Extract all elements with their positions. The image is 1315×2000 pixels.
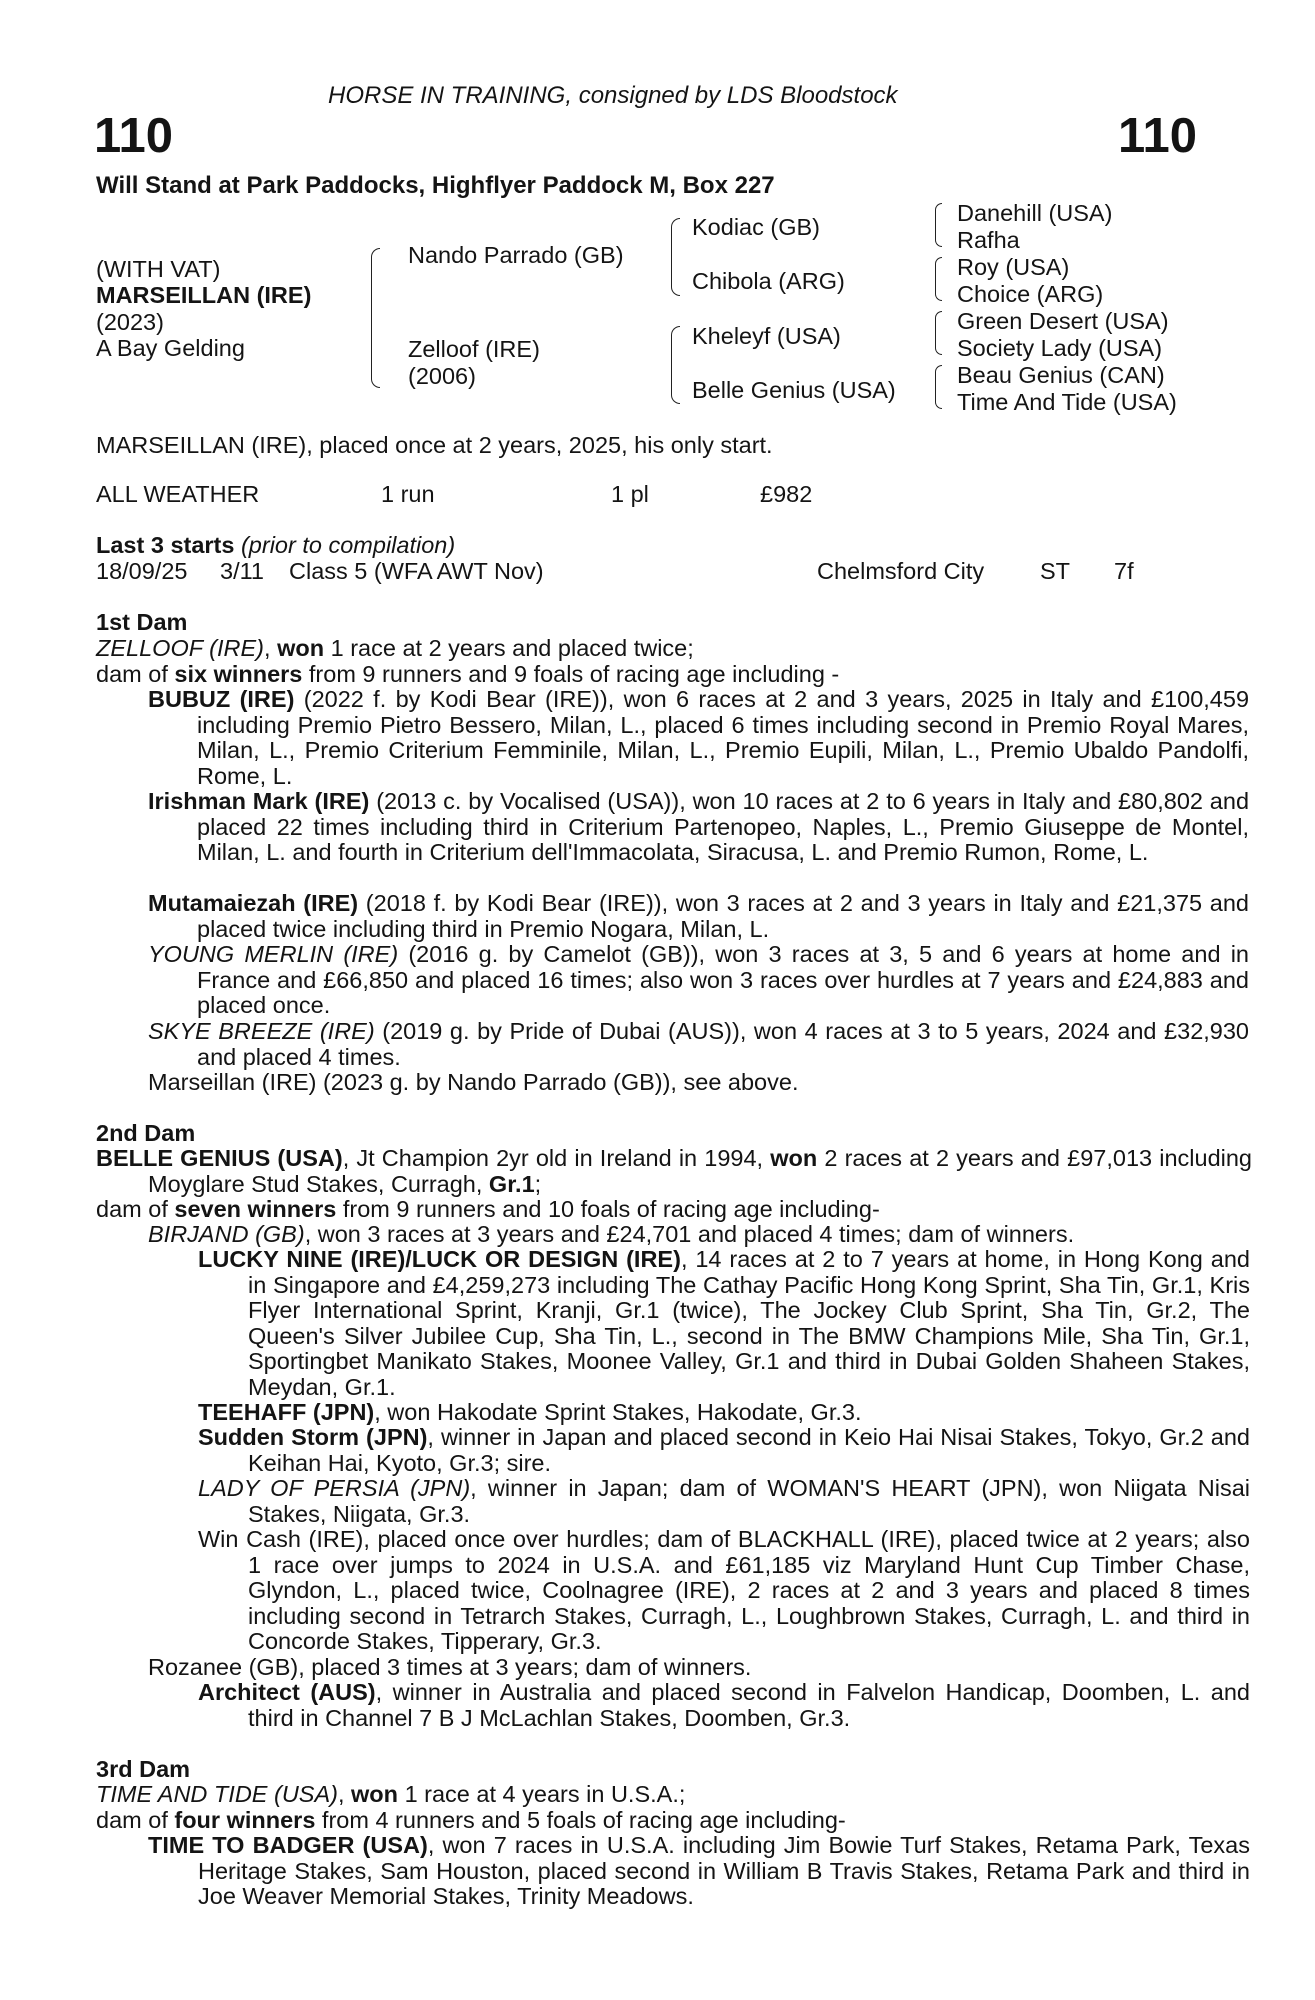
pedigree-bracket-sire	[671, 218, 680, 296]
pedigree-bracket-dam	[671, 326, 680, 404]
produce-entry	[198, 1527, 1250, 1655]
record-placings: 1 pl	[611, 481, 649, 507]
first-dam-name: ZELLOOF (IRE)	[96, 635, 265, 661]
progeny-text: (2013 c. by Vocalised (USA)), won 10 races at 2 to 6 years in Italy and £80,802 and placed 22 times including third in Criterium Partenopeo, Naples, L., Premio Giuseppe de Montel, Milan, L. and fourth in Criterium dell'Immacolata, Siracusa, L. and Premio Rumon, Rome, L.	[197, 788, 1250, 866]
pedigree-ss-dam: Rafha	[957, 227, 1020, 253]
first-dam-record: 1 race at 2 years and placed twice;	[330, 635, 694, 661]
last-starts-heading: Last 3 starts	[96, 532, 235, 558]
dam-of-prefix: dam of	[96, 1196, 168, 1222]
progeny-entry	[148, 1019, 1249, 1070]
second-dam-winners: seven winners	[174, 1196, 337, 1222]
produce-entry	[198, 1476, 1250, 1527]
pedigree-bracket-dd	[935, 365, 942, 409]
progeny-entry	[148, 687, 1249, 789]
third-dam-record: 1 race at 4 years in U.S.A.;	[404, 1781, 686, 1807]
dam-of-prefix: dam of	[96, 1807, 168, 1833]
produce-name: Architect (AUS)	[198, 1679, 376, 1705]
produce-text: , 14 races at 2 to 7 years at home, in Hong Kong and in Singapore and £4,259,273 including The Cathay Pacific Hong Kong Sprint, Sha Tin, Gr.1, Kris Flyer International Sprint, Kranji, Gr.1 (twice), The Jockey Club Sprint, Sha Tin, Gr.2, The Queen's Silver Jubilee Cup, Sha Tin, L., second in The BMW Champions Mile, Sha Tin, Gr.1, Sportingbet Manikato Stakes, Moonee Valley, Gr.1 and third in Dubai Golden Shaheen Stakes, Meydan, Gr.1.	[248, 1246, 1250, 1400]
start-distance: 7f	[1114, 558, 1134, 584]
produce-name: Rozanee (GB)	[148, 1654, 299, 1680]
progeny-name: Marseillan (IRE)	[148, 1069, 317, 1095]
produce-entry	[148, 1655, 1200, 1681]
first-dam-heading: 1st Dam	[96, 609, 188, 635]
second-dam-line: BELLE GENIUS (USA), Jt Champion 2yr old in Ireland in 1994, won 2 races at 2 years and £97,013 including Moyglare Stud Stakes, Curragh, Gr.1;	[96, 1145, 1252, 1197]
record-runs: 1 run	[381, 481, 435, 507]
pedigree-ss-sire: Danehill (USA)	[957, 200, 1113, 226]
last-starts-note: (prior to compilation)	[240, 532, 456, 558]
third-dam-won: won	[351, 1781, 399, 1807]
third-dam-name: TIME AND TIDE (USA)	[96, 1781, 338, 1807]
pedigree-sire: Nando Parrado (GB)	[408, 242, 624, 268]
progeny-entry	[148, 891, 1249, 942]
progeny-name: Irishman Mark (IRE)	[148, 788, 370, 814]
second-dam-produce-line	[96, 1197, 880, 1222]
horse-name: MARSEILLAN (IRE)	[96, 282, 312, 308]
produce-name: BIRJAND (GB)	[148, 1221, 305, 1247]
progeny-name: Mutamaiezah (IRE)	[148, 890, 359, 916]
progeny-text: (2019 g. by Pride of Dubai (AUS)), won 4 races at 3 to 5 years, 2024 and £32,930 and placed 4 times.	[197, 1018, 1249, 1070]
progeny-text: (2023 g. by Nando Parrado (GB)), see above.	[322, 1069, 799, 1095]
first-dam-produce-suffix: from 9 runners and 9 foals of racing age including -	[308, 661, 840, 687]
second-dam-won: won	[770, 1145, 818, 1171]
race-summary: MARSEILLAN (IRE), placed once at 2 years, 2025, his only start.	[96, 432, 773, 458]
second-dam-grade: Gr.1	[488, 1170, 535, 1197]
produce-name: LUCKY NINE (IRE)/LUCK OR DESIGN (IRE)	[198, 1246, 681, 1272]
produce-text: , winner in Japan; dam of WOMAN'S HEART (JPN), won Niigata Nisai Stakes, Niigata, Gr.3.	[248, 1475, 1250, 1527]
progeny-entry	[148, 942, 1249, 1019]
progeny-entry	[148, 789, 1249, 866]
pedigree-dam: Zelloof (IRE)	[408, 336, 540, 362]
produce-name: Sudden Storm (JPN)	[198, 1424, 428, 1450]
progeny-name: BUBUZ (IRE)	[148, 686, 295, 712]
pedigree-dam-year: (2006)	[408, 363, 476, 389]
pedigree-ds-sire: Green Desert (USA)	[957, 308, 1169, 334]
horse-description: A Bay Gelding	[96, 335, 245, 361]
produce-text: , won Hakodate Sprint Stakes, Hakodate, Gr.3.	[374, 1399, 862, 1425]
start-race: Class 5 (WFA AWT Nov)	[289, 558, 544, 584]
start-going: ST	[1040, 558, 1071, 584]
pedigree-ds-dam: Society Lady (USA)	[957, 335, 1163, 361]
produce-entry	[148, 1222, 1200, 1248]
record-earnings: £982	[760, 481, 813, 507]
second-dam-record: 2 races at 2 years and £97,013 including Moyglare Stud Stakes, Curragh,	[148, 1145, 1252, 1197]
produce-text: , won 3 races at 3 years and £24,701 and placed 4 times; dam of winners.	[304, 1221, 1075, 1247]
progeny-text: (2016 g. by Camelot (GB)), won 3 races at 3, 5 and 6 years at home and in France and £66,850 and placed 16 times; also won 3 races over hurdles at 7 years and £24,883 and placed once.	[197, 941, 1249, 1019]
lot-number-left: 110	[94, 109, 174, 163]
pedigree-dam-dam: Belle Genius (USA)	[692, 377, 896, 403]
pedigree-bracket-main	[371, 248, 380, 388]
produce-text: , placed once over hurdles; dam of BLACKHALL (IRE), placed twice at 2 years; also 1 race over jumps to 2024 in U.S.A. and £61,185 viz Maryland Hunt Cup Timber Chase, Glyndon, L., placed twice, Coolnagree (IRE), 2 races at 2 and 3 years and placed 8 times including second in Tetrarch Stakes, Curragh, L., Loughbrown Stakes, Curragh, L. and third in Concorde Stakes, Tipperary, Gr.3.	[248, 1526, 1250, 1655]
first-dam-produce-line	[96, 662, 839, 687]
pedigree-sire-sire: Kodiac (GB)	[692, 214, 820, 240]
progeny-text: (2018 f. by Kodi Bear (IRE)), won 3 races at 2 and 3 years in Italy and £21,375 and placed twice including third in Premio Nogara, Milan, L.	[197, 890, 1250, 942]
produce-name: LADY OF PERSIA (JPN)	[198, 1475, 471, 1501]
produce-entry	[198, 1680, 1250, 1731]
progeny-name: SKYE BREEZE (IRE)	[148, 1018, 375, 1044]
lot-number-right: 110	[1118, 109, 1198, 163]
first-dam-winners: six winners	[174, 661, 303, 687]
second-dam-heading: 2nd Dam	[96, 1120, 196, 1146]
produce-entry	[198, 1400, 1200, 1426]
pedigree-bracket-sd	[935, 257, 942, 301]
progeny-text: , won 7 races in U.S.A. including Jim Bowie Turf Stakes, Retama Park, Texas Heritage Stakes, Sam Houston, placed second in William B Travis Stakes, Retama Park and third in Joe Weaver Memorial Stakes, Trinity Meadows.	[198, 1832, 1250, 1910]
dam-of-prefix: dam of	[96, 661, 168, 687]
progeny-entry	[148, 1070, 1200, 1096]
pedigree-sd-sire: Roy (USA)	[957, 254, 1070, 280]
pedigree-dd-dam: Time And Tide (USA)	[957, 389, 1177, 415]
record-surface: ALL WEATHER	[96, 481, 260, 507]
pedigree-bracket-ds	[935, 311, 942, 355]
pedigree-dam-sire: Kheleyf (USA)	[692, 323, 841, 349]
last-starts-heading-line	[96, 533, 455, 558]
progeny-text: (2022 f. by Kodi Bear (IRE)), won 6 races at 2 and 3 years, 2025 in Italy and £100,459 including Premio Pietro Bessero, Milan, L., placed 6 times including second in Premio Royal Mares, Milan, L., Premio Criterium Femminile, Milan, L., Premio Eupili, Milan, L., Premio Ubaldo Pandolfi, Rome, L.	[197, 686, 1250, 789]
start-date: 18/09/25	[96, 558, 188, 584]
start-position: 3/11	[220, 558, 264, 584]
produce-name: TEEHAFF (JPN)	[198, 1399, 375, 1425]
second-dam-intro: , Jt Champion 2yr old in Ireland in 1994,	[342, 1145, 764, 1171]
progeny-entry	[148, 1833, 1250, 1910]
location-line: Will Stand at Park Paddocks, Highflyer Paddock M, Box 227	[96, 172, 775, 199]
horse-year: (2023)	[96, 309, 164, 335]
progeny-name: TIME TO BADGER (USA)	[148, 1832, 428, 1858]
third-dam-produce-suffix: from 4 runners and 5 foals of racing age including-	[321, 1807, 846, 1833]
first-dam-line: ZELLOOF (IRE), won 1 race at 2 years and placed twice;	[96, 635, 694, 661]
pedigree-sd-dam: Choice (ARG)	[957, 281, 1104, 307]
pedigree-dd-sire: Beau Genius (CAN)	[957, 362, 1165, 388]
produce-entry	[198, 1247, 1250, 1401]
pedigree-bracket-ss	[935, 203, 942, 247]
third-dam-winners: four winners	[174, 1807, 316, 1833]
consignor-line: HORSE IN TRAINING, consigned by LDS Bloodstock	[328, 82, 898, 109]
third-dam-heading: 3rd Dam	[96, 1756, 191, 1782]
produce-name: Win Cash (IRE)	[198, 1526, 364, 1552]
progeny-name: YOUNG MERLIN (IRE)	[148, 941, 399, 967]
vat-note: (WITH VAT)	[96, 256, 221, 282]
produce-entry	[198, 1425, 1250, 1476]
first-dam-won: won	[277, 635, 325, 661]
produce-text: , winner in Japan and placed second in Keio Hai Nisai Stakes, Tokyo, Gr.2 and Keihan Hai, Kyoto, Gr.3; sire.	[248, 1424, 1250, 1476]
produce-text: , winner in Australia and placed second in Falvelon Handicap, Doomben, L. and third in Channel 7 B J McLachlan Stakes, Doomben, Gr.3.	[248, 1679, 1250, 1731]
pedigree-sire-dam: Chibola (ARG)	[692, 268, 845, 294]
start-course: Chelmsford City	[817, 558, 985, 584]
third-dam-line: TIME AND TIDE (USA), won 1 race at 4 years in U.S.A.;	[96, 1781, 686, 1807]
third-dam-produce-line	[96, 1808, 846, 1833]
second-dam-name: BELLE GENIUS (USA)	[96, 1145, 343, 1171]
produce-text: , placed 3 times at 3 years; dam of winners.	[298, 1654, 752, 1680]
second-dam-produce-suffix: from 9 runners and 10 foals of racing age including-	[342, 1196, 880, 1222]
